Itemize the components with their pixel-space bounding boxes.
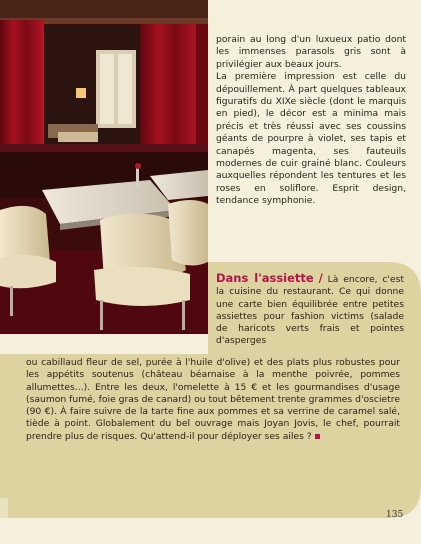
- article-column: [216, 34, 406, 208]
- section-heading: Dans l'assiette: [216, 271, 314, 285]
- page-number: 135: [386, 510, 404, 520]
- section-body: [26, 357, 400, 443]
- end-mark-icon: [315, 434, 320, 439]
- restaurant-photo: [0, 0, 208, 334]
- section-text-top: Là encore, c'est la cuisine du restaurant. Ce qui donne une carte bien équilibrée entre petites assiettes pour fashion victims (salade de haricots verts frais et pointes d'asperges: [216, 274, 405, 347]
- column-paragraph-1: porain au long d'un luxueux patio dont les immenses parasols gris sont à privilégier aux beaux jours.: [216, 34, 406, 70]
- heading-slash: /: [318, 271, 323, 285]
- section-intro: [216, 272, 404, 348]
- section-text-full: ou cabillaud fleur de sel, purée à l'huile d'olive) et des plats plus robustes pour les appétits soutenus (château béarnaise à la menthe poivrée, pommes allumettes...). Entre les deux, l'omelette à 15 € et les gourmandises d'usage (saumon fumé, foie gras de canard) ou tout bêtement trente grammes d'oscietre (90 €). À faire suivre de la tarte fine aux pommes et sa verrine de caramel salé, tiède à point. Globalement du bel ouvrage mais Joyan Jovis, le chef, pourrait prendre plus de risques. Qu'attend-il pour déployer ses ailes ?: [26, 357, 400, 442]
- column-paragraph-2: La première impression est celle du dépouillement. À part quelques tableaux figuratifs du XIXe siècle (dont le marquis en pied), le décor est a minima mais précis et très réussi avec ses coussins géants de pourpre à violet, ses tapis et canapés magenta, ses fauteuils modernes de cuir grainé blanc. Couleurs auxquelles répondent les tentures et les roses en soliflore. Esprit design, tendance symphonie.: [216, 71, 406, 207]
